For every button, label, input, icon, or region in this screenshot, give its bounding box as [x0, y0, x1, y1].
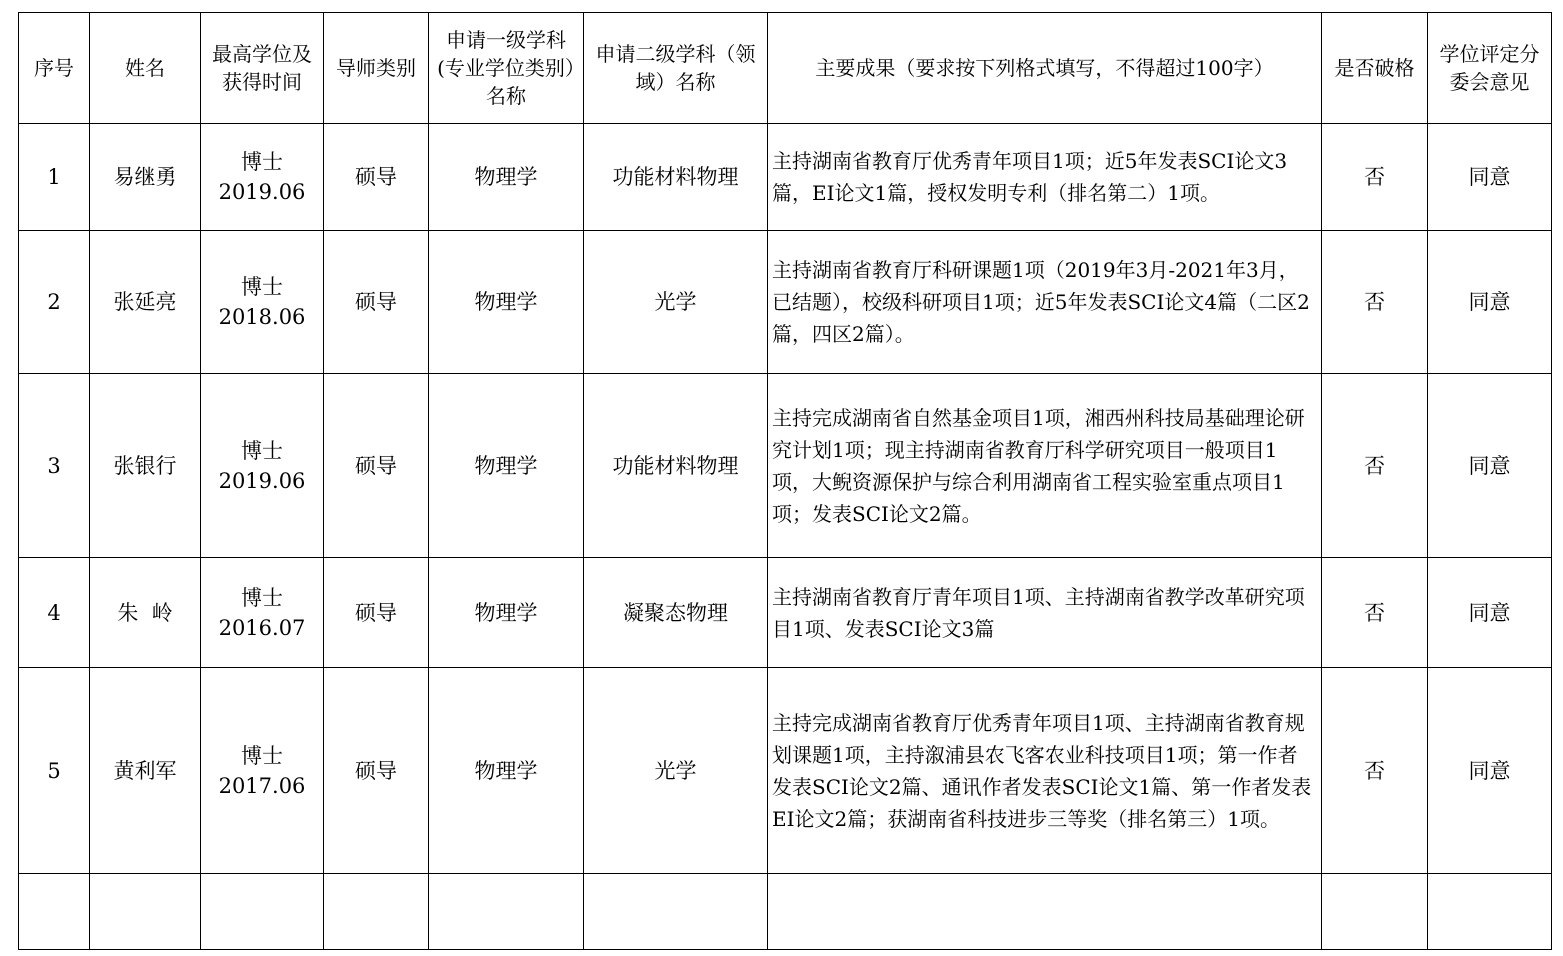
header-no: 序号	[19, 13, 90, 124]
header-opinion: 学位评定分委会意见	[1428, 13, 1552, 124]
cell-discipline2: 功能材料物理	[584, 374, 768, 558]
cell-achievements: 主持湖南省教育厅优秀青年项目1项；近5年发表SCI论文3篇，EI论文1篇，授权发明专利（排名第二）1项。	[768, 124, 1322, 231]
cell-discipline1: 物理学	[429, 231, 584, 374]
cell-advisor-type: 硕导	[324, 124, 429, 231]
cell-exception: 否	[1322, 374, 1428, 558]
degree-title: 博士	[241, 743, 283, 768]
advisor-table	[18, 12, 1552, 950]
cell-discipline2: 光学	[584, 668, 768, 874]
cell-opinion: 同意	[1428, 558, 1552, 668]
degree-date: 2016.07	[218, 615, 306, 640]
cell-advisor-type: 硕导	[324, 668, 429, 874]
cell-no: 1	[19, 124, 90, 231]
degree-date: 2018.06	[218, 305, 306, 329]
cell-name: 张银行	[90, 374, 201, 558]
empty-cell	[324, 874, 429, 950]
cell-degree	[201, 668, 324, 874]
table-row	[19, 124, 1552, 231]
cell-opinion: 同意	[1428, 124, 1552, 231]
table-header-row	[19, 13, 1552, 124]
cell-exception: 否	[1322, 558, 1428, 668]
cell-advisor-type: 硕导	[324, 231, 429, 374]
cell-exception: 否	[1322, 668, 1428, 874]
cell-name: 张延亮	[90, 231, 201, 374]
cell-achievements: 主持完成湖南省教育厅优秀青年项目1项、主持湖南省教育规划课题1项，主持溆浦县农飞客农业科技项目1项；第一作者发表SCI论文2篇、通讯作者发表SCI论文1篇、第一作者发表EI论文2篇；获湖南省科技进步三等奖（排名第三）1项。	[768, 668, 1322, 874]
cell-no: 2	[19, 231, 90, 374]
table-row	[19, 374, 1552, 558]
cell-degree	[201, 374, 324, 558]
cell-name: 易继勇	[90, 124, 201, 231]
header-discipline2: 申请二级学科（领域）名称	[584, 13, 768, 124]
cell-discipline1: 物理学	[429, 668, 584, 874]
cell-discipline2: 凝聚态物理	[584, 558, 768, 668]
cell-opinion: 同意	[1428, 374, 1552, 558]
cell-discipline1: 物理学	[429, 124, 584, 231]
cell-discipline1: 物理学	[429, 374, 584, 558]
cell-achievements: 主持湖南省教育厅青年项目1项、主持湖南省教学改革研究项目1项、发表SCI论文3篇	[768, 558, 1322, 668]
header-achievements: 主要成果（要求按下列格式填写，不得超过100字）	[768, 13, 1322, 124]
header-exception: 是否破格	[1322, 13, 1428, 124]
empty-cell	[90, 874, 201, 950]
degree-title: 博士	[241, 585, 283, 610]
cell-degree	[201, 231, 324, 374]
cell-discipline2: 光学	[584, 231, 768, 374]
header-discipline1: 申请一级学科(专业学位类别）名称	[429, 13, 584, 124]
cell-no: 4	[19, 558, 90, 668]
empty-table-row	[19, 874, 1552, 950]
table-row	[19, 231, 1552, 374]
degree-title: 博士	[241, 150, 283, 174]
cell-no: 5	[19, 668, 90, 874]
cell-name: 朱 岭	[90, 558, 201, 668]
cell-discipline2: 功能材料物理	[584, 124, 768, 231]
degree-date: 2019.06	[218, 468, 306, 493]
empty-cell	[584, 874, 768, 950]
cell-achievements: 主持湖南省教育厅科研课题1项（2019年3月-2021年3月，已结题），校级科研项目1项；近5年发表SCI论文4篇（二区2篇，四区2篇）。	[768, 231, 1322, 374]
cell-achievements: 主持完成湖南省自然基金项目1项，湘西州科技局基础理论研究计划1项；现主持湖南省教育厅科学研究项目一般项目1项，大鲵资源保护与综合利用湖南省工程实验室重点项目1项；发表SCI论文2篇。	[768, 374, 1322, 558]
degree-title: 博士	[241, 438, 283, 463]
empty-cell	[1322, 874, 1428, 950]
degree-date: 2019.06	[218, 180, 306, 204]
cell-exception: 否	[1322, 124, 1428, 231]
degree-title: 博士	[241, 275, 283, 299]
advisor-application-sheet	[18, 12, 1551, 950]
header-name: 姓名	[90, 13, 201, 124]
cell-exception: 否	[1322, 231, 1428, 374]
cell-no: 3	[19, 374, 90, 558]
cell-advisor-type: 硕导	[324, 374, 429, 558]
header-degree: 最高学位及获得时间	[201, 13, 324, 124]
header-advisor-type: 导师类别	[324, 13, 429, 124]
cell-discipline1: 物理学	[429, 558, 584, 668]
empty-cell	[1428, 874, 1552, 950]
degree-date: 2017.06	[218, 773, 306, 798]
empty-cell	[429, 874, 584, 950]
table-row	[19, 668, 1552, 874]
empty-cell	[19, 874, 90, 950]
empty-cell	[201, 874, 324, 950]
cell-opinion: 同意	[1428, 231, 1552, 374]
table-row	[19, 558, 1552, 668]
cell-opinion: 同意	[1428, 668, 1552, 874]
cell-degree	[201, 124, 324, 231]
cell-advisor-type: 硕导	[324, 558, 429, 668]
cell-degree	[201, 558, 324, 668]
cell-name: 黄利军	[90, 668, 201, 874]
empty-cell	[768, 874, 1322, 950]
